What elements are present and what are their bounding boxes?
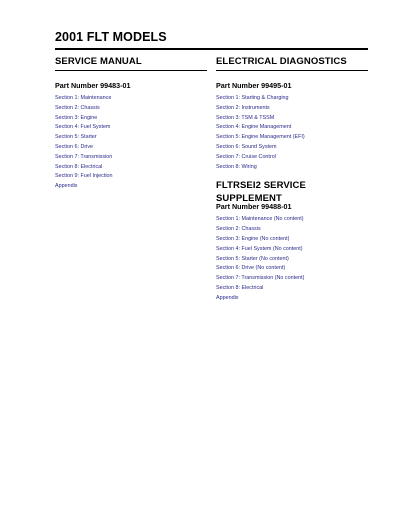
title-divider xyxy=(55,48,368,50)
service-manual-link[interactable]: Section 5: Starter xyxy=(55,134,97,141)
service-supplement-heading: FLTRSEI2 SERVICE SUPPLEMENT xyxy=(216,180,306,205)
service-supplement-link[interactable]: Section 1: Maintenance (No content) xyxy=(216,216,304,223)
service-supplement-link[interactable]: Appendix xyxy=(216,294,239,301)
service-supplement-link[interactable]: Section 7: Transmission (No content) xyxy=(216,275,305,282)
electrical-diagnostics-column xyxy=(216,55,366,304)
service-manual-link[interactable]: Section 9: Fuel Injection xyxy=(55,173,113,180)
service-supplement-link[interactable]: Section 4: Fuel System (No content) xyxy=(216,245,303,252)
section-divider xyxy=(216,70,368,71)
electrical-diagnostics-link[interactable]: Section 8: Wiring xyxy=(216,163,257,170)
service-supplement-links xyxy=(216,215,366,303)
electrical-diagnostics-link[interactable]: Section 1: Starting & Charging xyxy=(216,95,289,101)
service-manual-link[interactable]: Section 3: Engine xyxy=(55,114,98,121)
service-supplement-link[interactable]: Section 3: Engine (No content) xyxy=(216,235,290,242)
service-supplement-part-number: Part Number 99488-01 xyxy=(216,202,292,212)
service-manual-link[interactable]: Section 1: Maintenance xyxy=(55,95,112,101)
electrical-diagnostics-link[interactable]: Section 3: TSM & TSSM xyxy=(216,114,275,121)
service-supplement-link[interactable]: Section 8: Electrical xyxy=(216,284,264,291)
page-title: 2001 FLT MODELS xyxy=(55,30,167,44)
electrical-diagnostics-part-number: Part Number 99495-01 xyxy=(216,81,292,90)
service-manual-link[interactable]: Section 6: Drive xyxy=(55,143,94,150)
electrical-diagnostics-link[interactable]: Section 7: Cruise Control xyxy=(216,153,276,160)
service-manual-link[interactable]: Appendix xyxy=(55,183,78,190)
service-manual-column xyxy=(55,55,205,192)
section-divider xyxy=(55,70,207,71)
service-manual-links xyxy=(55,94,205,192)
service-manual-link[interactable]: Section 7: Transmission xyxy=(55,153,113,160)
service-manual-heading: SERVICE MANUAL xyxy=(55,56,142,67)
service-manual-part-number: Part Number 99483-01 xyxy=(55,81,131,90)
electrical-diagnostics-link[interactable]: Section 2: Instruments xyxy=(216,104,270,111)
electrical-diagnostics-link[interactable]: Section 5: Engine Management (EFI) xyxy=(216,134,305,141)
electrical-diagnostics-link[interactable]: Section 6: Sound System xyxy=(216,143,277,150)
service-manual-link[interactable]: Section 2: Chassis xyxy=(55,104,100,111)
service-manual-link[interactable]: Section 8: Electrical xyxy=(55,163,103,170)
electrical-diagnostics-links xyxy=(216,94,366,172)
service-supplement-link[interactable]: Section 5: Starter (No content) xyxy=(216,255,289,262)
service-supplement-link[interactable]: Section 6: Drive (No content) xyxy=(216,265,286,272)
electrical-diagnostics-heading: ELECTRICAL DIAGNOSTICS xyxy=(216,56,347,67)
service-manual-link[interactable]: Section 4: Fuel System xyxy=(55,124,111,131)
service-supplement-link[interactable]: Section 2: Chassis xyxy=(216,226,261,233)
electrical-diagnostics-link[interactable]: Section 4: Engine Management xyxy=(216,124,292,131)
